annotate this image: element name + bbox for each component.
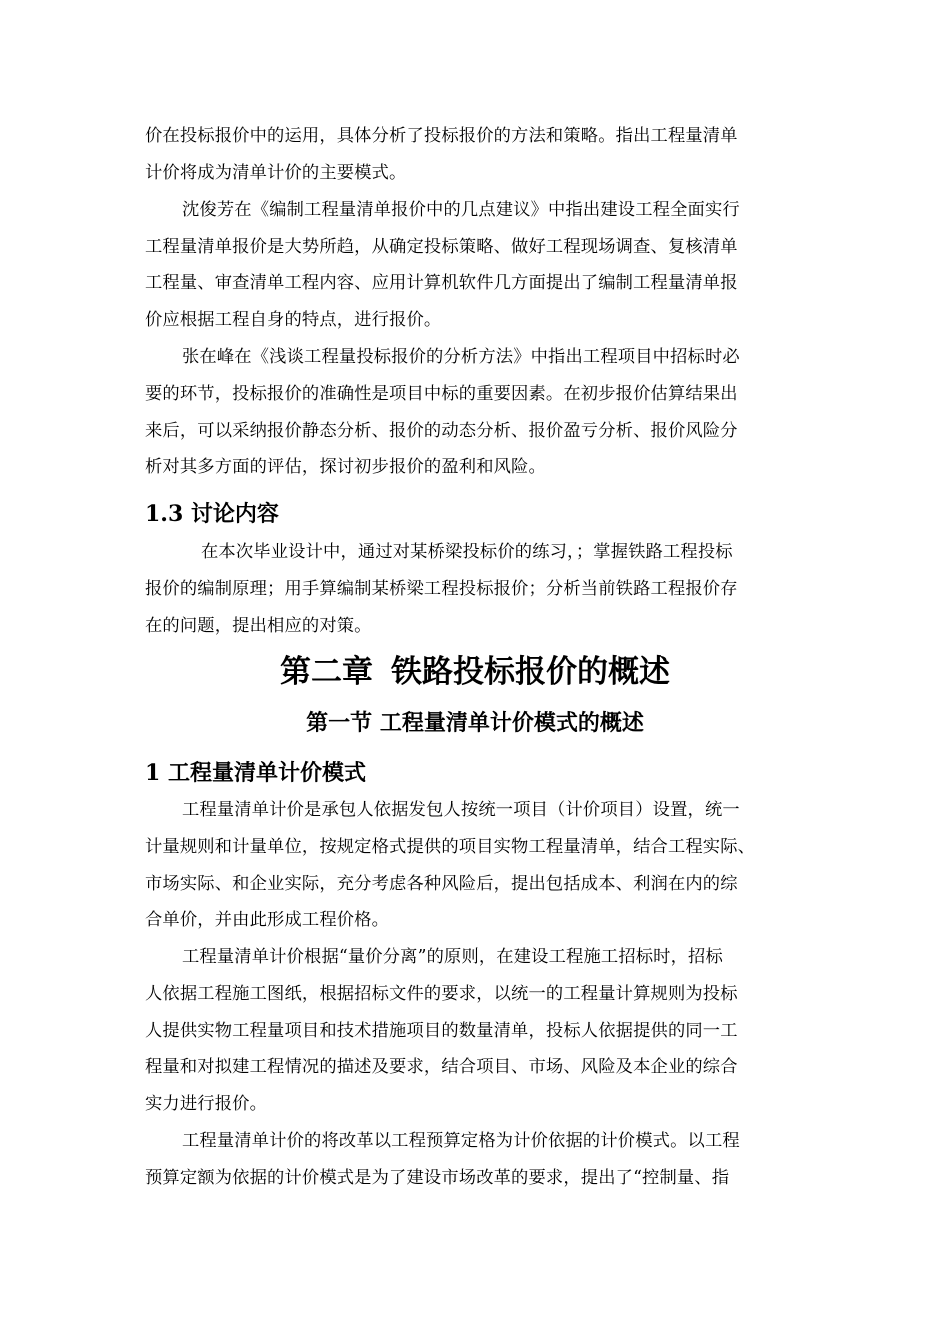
chapter-number: 第二章 xyxy=(280,654,373,690)
paragraph-line: 来后，可以采纳报价静态分析、报价的动态分析、报价盈亏分析、报价风险分 xyxy=(145,421,738,441)
paragraph-line: 计价将成为清单计价的主要模式。 xyxy=(145,163,407,183)
paragraph-line: 实力进行报价。 xyxy=(145,1094,268,1114)
paragraph-line: 在的问题，提出相应的对策。 xyxy=(145,616,372,636)
paragraph-line: 张在峰在《浅谈工程量投标报价的分析方法》中指出工程项目中招标时必 xyxy=(182,347,740,367)
chapter-name: 铁路投标报价的概述 xyxy=(391,654,670,690)
section-title: 第一节 工程量清单计价模式的概述 xyxy=(306,710,644,736)
paragraph-line: 计量规则和计量单位，按规定格式提供的项目实物工程量清单，结合工程实际、 xyxy=(145,837,756,857)
paragraph-line: 合单价，并由此形成工程价格。 xyxy=(145,910,390,930)
paragraph-line: 要的环节，投标报价的准确性是项目中标的重要因素。在初步报价估算结果出 xyxy=(145,384,738,404)
paragraph-line: 程量和对拟建工程情况的描述及要求，结合项目、市场、风险及本企业的综合 xyxy=(145,1057,738,1077)
paragraph-line: 工程量清单计价是承包人依据发包人按统一项目（计价项目）设置，统一 xyxy=(182,800,740,820)
paragraph-line: 价应根据工程自身的特点，进行报价。 xyxy=(145,310,442,330)
paragraph-line: 在本次毕业设计中，通过对某桥梁投标价的练习，；掌握铁路工程投标 xyxy=(201,542,733,562)
paragraph-line: 价在投标报价中的运用，具体分析了投标报价的方法和策略。指出工程量清单 xyxy=(145,126,738,146)
paragraph-line: 人依据工程施工图纸，根据招标文件的要求，以统一的工程量计算规则为投标 xyxy=(145,984,738,1004)
paragraph-line: 预算定额为依据的计价模式是为了建设市场改革的要求，提出了“控制量、指 xyxy=(145,1168,730,1188)
paragraph-line: 市场实际、和企业实际，充分考虑各种风险后，提出包括成本、利润在内的综 xyxy=(145,874,738,894)
paragraph-line: 工程量清单报价是大势所趋，从确定投标策略、做好工程现场调查、复核清单 xyxy=(145,237,738,257)
paragraph-line: 沈俊芳在《编制工程量清单报价中的几点建议》中指出建设工程全面实行 xyxy=(182,200,740,220)
paragraph-line: 析对其多方面的评估，探讨初步报价的盈利和风险。 xyxy=(145,457,546,477)
paragraph-line: 工程量清单计价根据“量价分离”的原则，在建设工程施工招标时，招标 xyxy=(182,947,723,967)
chapter-title xyxy=(0,654,950,690)
paragraph-line: 工程量清单计价的将改革以工程预算定格为计价依据的计价模式。以工程 xyxy=(182,1131,740,1151)
paragraph-line: 报价的编制原理；用手算编制某桥梁工程投标报价；分析当前铁路工程报价存 xyxy=(145,579,738,599)
subsection-heading: 1 工程量清单计价模式 xyxy=(145,760,366,786)
paragraph-line: 人提供实物工程量项目和技术措施项目的数量清单，投标人依据提供的同一工 xyxy=(145,1021,738,1041)
section-heading: 1.3 讨论内容 xyxy=(145,501,279,527)
paragraph-line: 工程量、审查清单工程内容、应用计算机软件几方面提出了编制工程量清单报 xyxy=(145,273,738,293)
